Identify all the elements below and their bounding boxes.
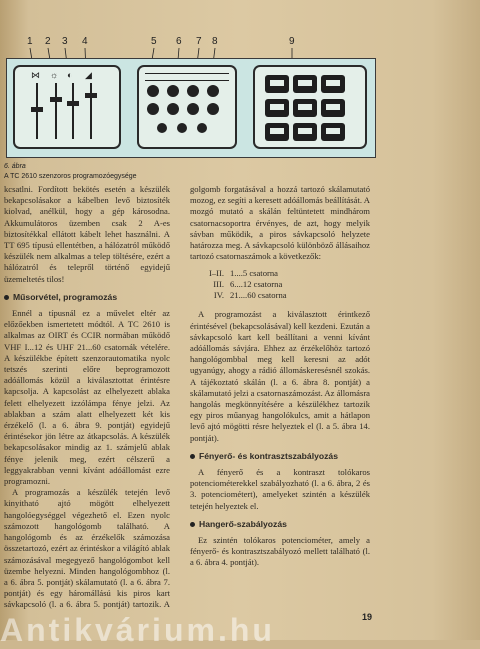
- contrast-slider[interactable]: [67, 101, 79, 106]
- slider-track-3: [72, 83, 74, 139]
- tuning-button-icon[interactable]: [207, 103, 219, 115]
- tuning-button-icon[interactable]: [187, 85, 199, 97]
- section-heading: [190, 519, 370, 530]
- tuning-button-icon[interactable]: [177, 123, 187, 133]
- left-text-column: [4, 184, 170, 612]
- tuning-button-icon[interactable]: [147, 85, 159, 97]
- tuning-button-icon[interactable]: [157, 123, 167, 133]
- bullet-icon: [4, 295, 9, 300]
- figure-caption: [4, 162, 137, 182]
- channel-switch-icon[interactable]: [321, 75, 345, 93]
- brightness-slider[interactable]: [50, 97, 62, 102]
- figure-number-9: 9: [289, 36, 295, 47]
- channel-switch-icon[interactable]: [265, 75, 289, 93]
- channel-switch-icon[interactable]: [293, 99, 317, 117]
- page-number: 19: [362, 612, 373, 622]
- volume-icon: ◢: [85, 70, 92, 80]
- range-row: I–II. 1....5 csatorna: [208, 268, 278, 279]
- tuning-button-icon[interactable]: [187, 103, 199, 115]
- figure-number-2: 2: [45, 36, 51, 47]
- figure-number-5: 5: [151, 36, 157, 47]
- brightness-icon: ☼: [50, 70, 59, 80]
- figure-number-6: 6: [176, 36, 182, 47]
- channel-switch-icon[interactable]: [321, 99, 345, 117]
- watermark: Antikvárium.hu: [0, 612, 275, 648]
- channel-switch-icon[interactable]: [321, 123, 345, 141]
- slider-track-2: [55, 83, 57, 139]
- bullet-icon: [190, 522, 195, 527]
- figure-caption-label: 6. ábra: [4, 163, 26, 170]
- slider-box: [13, 65, 121, 149]
- bullet-icon: [190, 454, 195, 459]
- section-heading: [4, 292, 170, 303]
- volume-slider[interactable]: [85, 93, 97, 98]
- tuning-button-icon[interactable]: [197, 123, 207, 133]
- programming-unit-panel: [6, 58, 376, 158]
- right-paragraph-3: A fényerő és a kontraszt tolókaros potenciométerekkel szabályozható (l. a 6. ábra, 2 és 3. potenciométert), amelyeket szintén a készülék tetején helyeztek el.: [190, 467, 370, 511]
- channel-switch-icon[interactable]: [293, 123, 317, 141]
- channel-switch-icon[interactable]: [265, 99, 289, 117]
- range-row: IV. 21....60 csatorna: [213, 290, 287, 301]
- left-paragraph-3: A programozás a készülék tetején levő kinyitható ajtó mögött elhelyezett hangolóegységgel végezhető el. Ezen nyolc számozott hangológomb található. A hangológomb és az érzékelők számozása összetartozó, ezért az érintéskor a világító ablak számozásával megegyező hangológombot kell üzembe helyezni. Minden hangológombhoz (l. a 6. ábra 5. pontját) skálamutató (l. a 6. ábra 7. pontját) és egy háromállású kis piros kart sávkapcsoló (l. a 6. ábra 5. pontját) tartozik. A: [4, 487, 170, 610]
- left-paragraph-2: Ennél a típusnál ez a művelet eltér az előzőekben ismertetett módtól. A TC 2610 is alkalmas az OIRT és CCIR normában működő VHF I...12 és UHF 21...60 csatornák vételére. A készülékbe épített szenzorautomatika nyolc tetszés szerinti előre beprogramozott adóállomás közül a kiválasztottat érintésre kapcsolja. A kapcsolást az elhelyezett ablaka felett elhelyezett izzólámpa fénye jelzi. Az ablakban a szám alatt elhelyezett két kis érzékelő (l. a 6. ábra 9. pontját) egyidejű érintésekor jön létre az átkapcsolás. A készülék bekapcsolásakor mindig az 1. számjelű ablak fénye jelenik meg, ezért célszerű a leggyakrabban venni kívánt adóállomást ezre programozni.: [4, 308, 170, 487]
- section-heading-text: Hangerő-szabályozás: [199, 518, 287, 529]
- right-text-column: [190, 184, 370, 614]
- tuning-scale: [145, 73, 229, 81]
- figure-caption-text: A TC 2610 szenzoros programozóegysége: [4, 173, 137, 180]
- contrast-icon: ◐: [67, 70, 73, 80]
- right-paragraph-1: golgomb forgatásával a hozzá tartozó skálamutató mozog, ez segíti a keresett adóállomás beállítását. A mozgó mutató a skálán feltüntetett mindhárom csatornacsoportra érvényes, de azt, hogy melyik sávban működik, a piros sávkapcsoló helyzete határozza meg. A sávkapcsoló különböző állásaihoz tartozó csatornaszámok a következők:: [190, 184, 370, 262]
- channel-switch-icon[interactable]: [293, 75, 317, 93]
- tuning-box: [137, 65, 237, 149]
- figure-number-3: 3: [62, 36, 68, 47]
- section-heading: [190, 451, 370, 462]
- range-row: III. 6....12 csatorna: [213, 279, 283, 290]
- section-heading-text: Műsorvétel, programozás: [13, 291, 118, 302]
- tuning-button-icon[interactable]: [147, 103, 159, 115]
- channel-range-list: [190, 268, 370, 301]
- figure-number-8: 8: [212, 36, 218, 47]
- left-paragraph-1: kcsatlni. Fordított bekötés esetén a készülék bekapcsolásakor a kábelben levő biztosíték kiolvad, anélkül, hogy a gép károsodna. Akkumulátoros üzemben csak 2 A-es biztosítékkal ellátott kábelt lehet használni. A TT 695 típusú ellentétben, a hálózatról működő készülék nem alkalmas a telep töltésére, ezért a hálózatról és telepről történő egyidejű üzemeltetés tilos!: [4, 184, 170, 284]
- channel-switch-icon[interactable]: [265, 123, 289, 141]
- slider-knob-1[interactable]: [31, 107, 43, 112]
- channel-selector-box: [253, 65, 367, 149]
- tuning-knob-icon: ⋈: [31, 70, 40, 80]
- tuning-button-icon[interactable]: [167, 103, 179, 115]
- figure-number-7: 7: [196, 36, 202, 47]
- right-paragraph-4: Ez szintén tolókaros potenciométer, amely a fényerő- és kontrasztszabályozó mellett található (l. a 6. ábra 4. pontját).: [190, 535, 370, 568]
- figure-number-1: 1: [27, 36, 33, 47]
- right-paragraph-2: A programozást a kiválasztott érintkező érintésével (bekapcsolásával) kell kezdeni. Ezután a sávkapcsoló kart kell beállítani a venni kívánt adóállomás sávjára. Ehhez az érzékelőhöz tartozó hangológombbal meg kell keresni az adót ugyanúgy, ahogy a rádió állomáskeresésnél szokás. A tájékoztató skálán (l. a 6. ábra 8. pontját) a skálamutató jelzi a csatornaszámozást. Az állomásra hangolás megkönnyítésére a készülékhez tartozik egy piros műanyag hangolókulcs, amit a hátlapon levő ajtó mögötti résre helyeztek el (l. a 5. ábra 14. pontját).: [190, 309, 370, 443]
- section-heading-text: Fényerő- és kontrasztszabályozás: [199, 450, 338, 461]
- figure-number-4: 4: [82, 36, 88, 47]
- slider-track-4: [90, 83, 92, 139]
- tuning-button-icon[interactable]: [207, 85, 219, 97]
- tuning-button-icon[interactable]: [167, 85, 179, 97]
